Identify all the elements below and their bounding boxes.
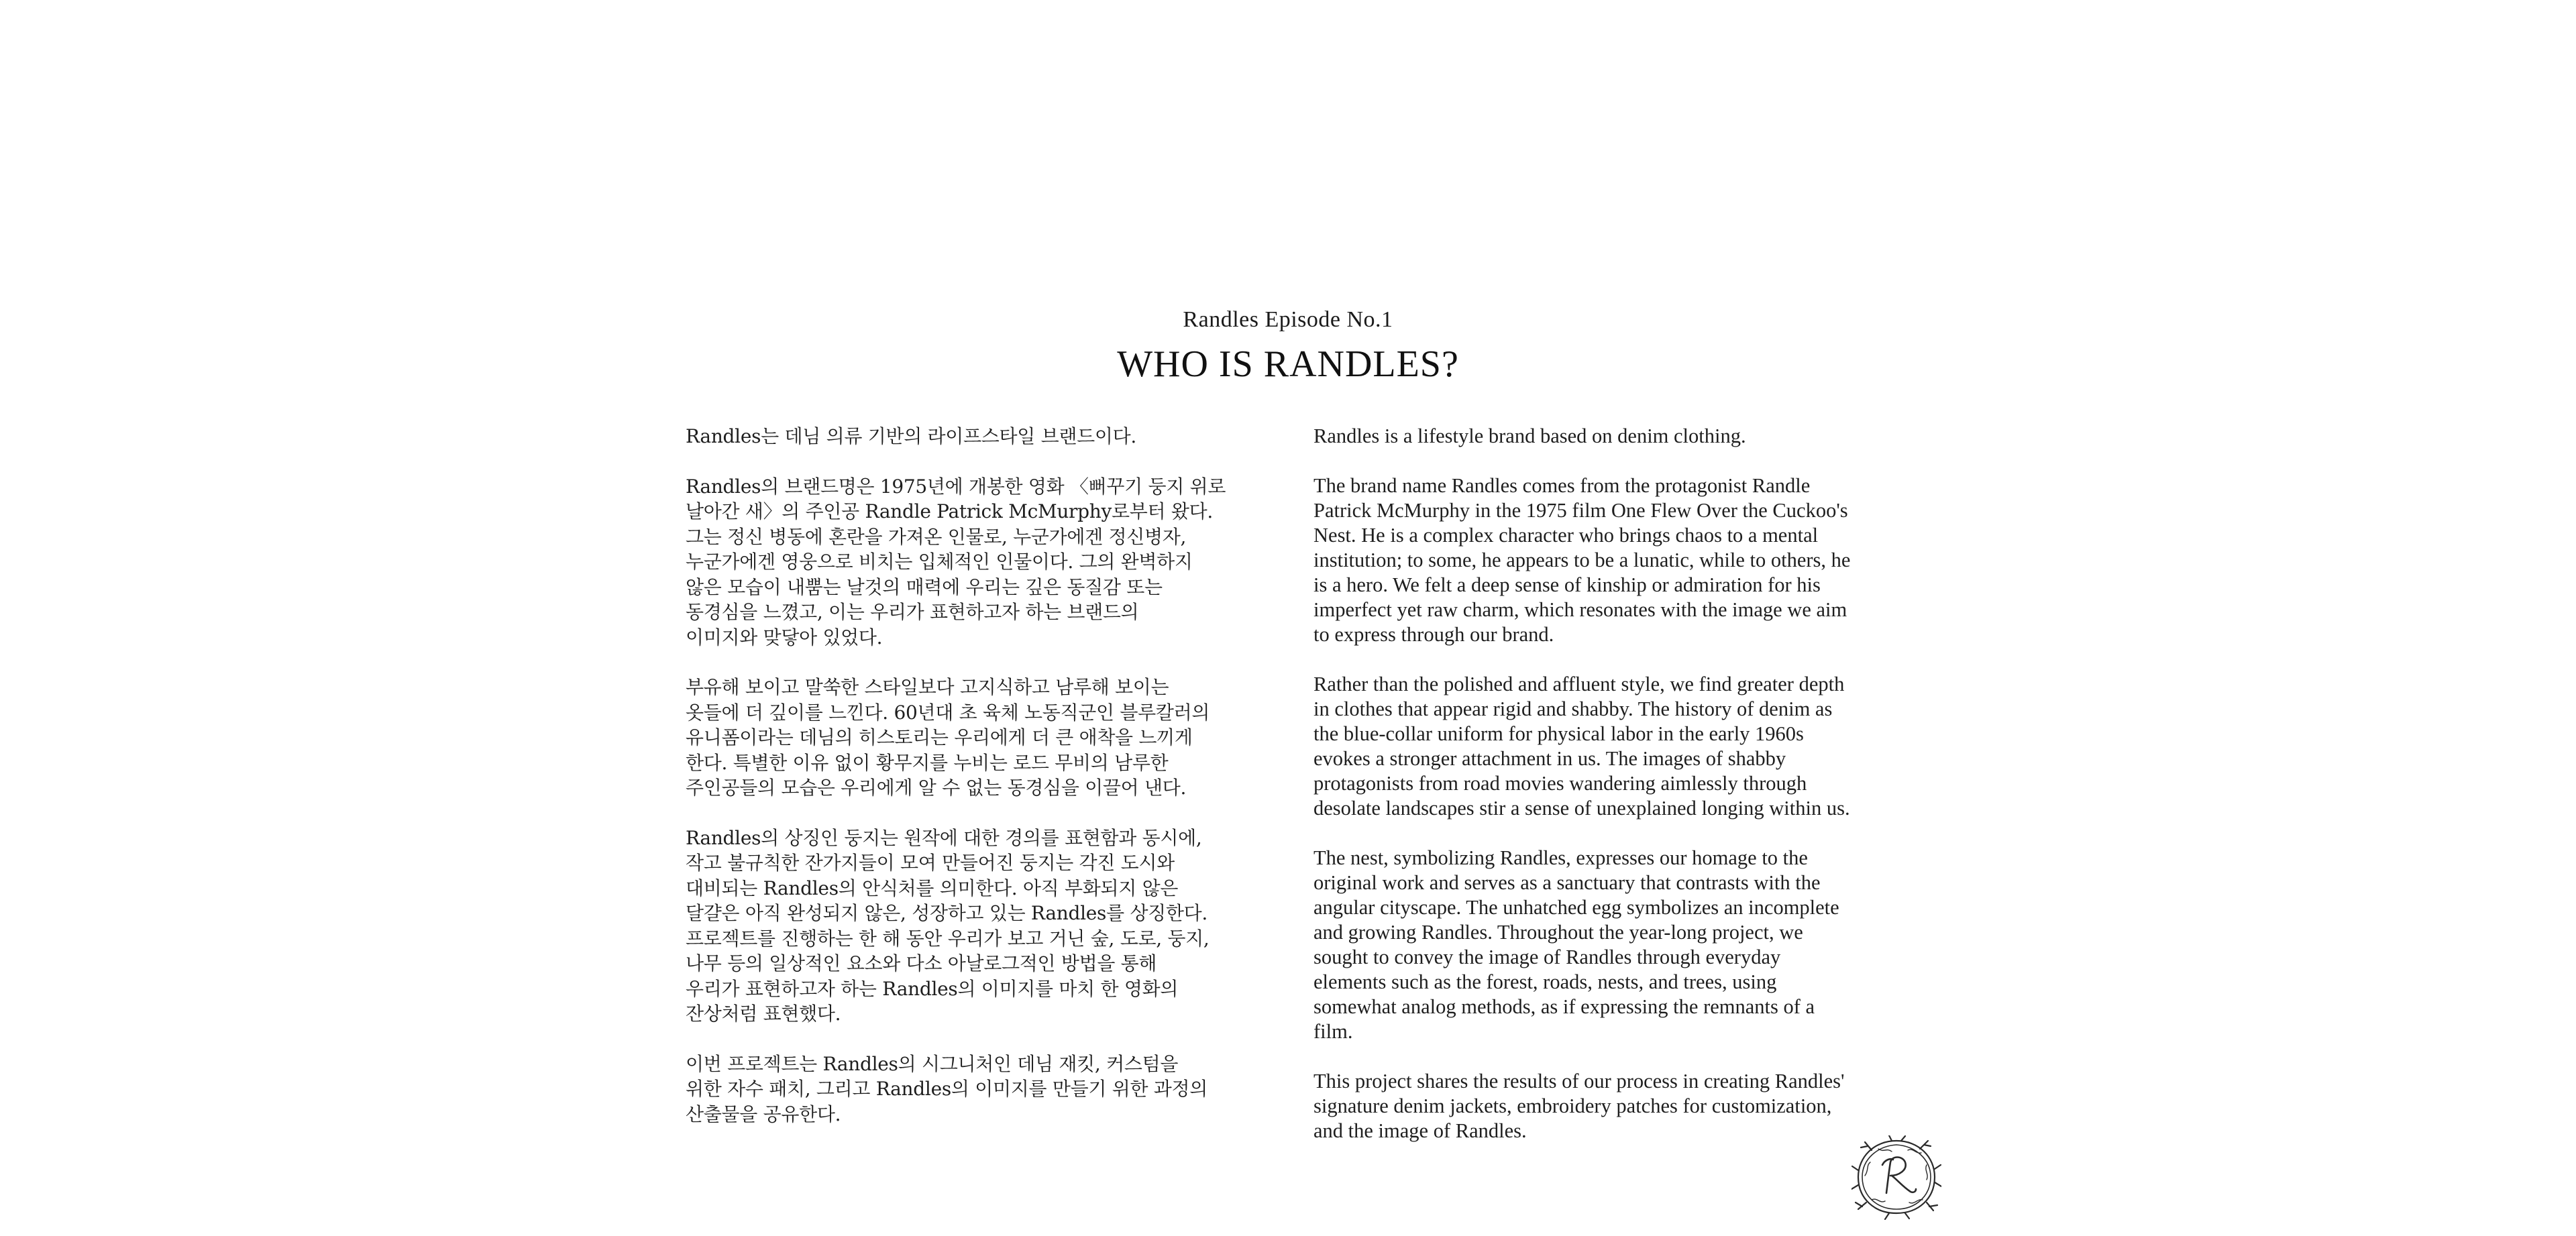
nest-monogram-r-icon xyxy=(1851,1135,1941,1220)
korean-text-column xyxy=(686,424,1289,1127)
korean-paragraph-nest: Randles의 상징인 둥지는 원작에 대한 경의를 표현함과 동시에, 작고 불규칙한 잔가지들이 모여 만들어진 둥지는 각진 도시와 대비되는 Randles의 안식처를 의미한다. 아직 부화되지 않은 달걀은 아직 완성되지 않은, 성장하고 있는 Randles를 상징한다. 프로젝트를 진행하는 한 해 동안 우리가 보고 거닌 숲, 도로, 둥지, 나무 등의 일상적인 요소와 다소 아날로그적인 방법을 통해 우리가 표현하고자 하는 Randles의 이미지를 마치 한 영화의 잔상처럼 표현했다. xyxy=(686,826,1210,1025)
korean-paragraph-intro: Randles는 데님 의류 기반의 라이프스타일 브랜드이다. xyxy=(686,425,1136,447)
korean-paragraph-project: 이번 프로젝트는 Randles의 시그니처인 데님 재킷, 커스텀을 위한 자수 패치, 그리고 Randles의 이미지를 만들기 위한 과정의 산출물을 공유한다. xyxy=(686,1052,1208,1125)
english-text-column xyxy=(1313,424,1917,1143)
english-paragraph-brand-name: The brand name Randles comes from the protagonist Randle Patrick McMurphy in the 1975 film One Flew Over the Cuckoo's Nest. He is a complex character who brings chaos to a mental institution; to some, he appears to be a lunatic, while to others, he is a hero. We felt a deep sense of kinship or admiration for his imperfect yet raw charm, which resonates with the image we aim to express through our brand. xyxy=(1313,474,1851,646)
korean-paragraph-brand-name: Randles의 브랜드명은 1975년에 개봉한 영화 〈뻐꾸기 둥지 위로 날아간 새〉의 주인공 Randle Patrick McMurphy로부터 왔다. 그는 정신 병동에 혼란을 가져온 인물로, 누군가에겐 정신병자, 누군가에겐 영웅으로 비치는 입체적인 인물이다. 그의 완벽하지 않은 모습이 내뿜는 날것의 매력에 우리는 깊은 동질감 또는 동경심을 느꼈고, 이는 우리가 표현하고자 하는 브랜드의 이미지와 맞닿아 있었다. xyxy=(686,475,1226,649)
episode-label: Randles Episode No.1 xyxy=(1183,307,1393,332)
english-paragraph-intro: Randles is a lifestyle brand based on denim clothing. xyxy=(1313,425,1746,447)
page-title: WHO IS RANDLES? xyxy=(1117,343,1459,385)
english-paragraph-nest: The nest, symbolizing Randles, expresses our homage to the original work and serves as a sanctuary that contrasts with the angular cityscape. The unhatched egg symbolizes an incomplete and growing Randles. Throughout the year-long project, we sought to convey the image of Randles through everyday elements such as the forest, roads, nests, and trees, using somewhat analog methods, as if expressing the remnants of a film. xyxy=(1313,846,1839,1043)
english-paragraph-project: This project shares the results of our process in creating Randles' signature denim jackets, embroidery patches for customization, and the image of Randles. xyxy=(1313,1070,1845,1142)
korean-paragraph-style: 부유해 보이고 말쑥한 스타일보다 고지식하고 남루해 보이는 옷들에 더 깊이를 느낀다. 60년대 초 육체 노동직군인 블루칼러의 유니폼이라는 데님의 히스토리는 우리에게 더 큰 애착을 느끼게 한다. 특별한 이유 없이 황무지를 누비는 로드 무비의 남루한 주인공들의 모습은 우리에게 알 수 없는 동경심을 이끌어 낸다. xyxy=(686,676,1210,799)
english-paragraph-style: Rather than the polished and affluent style, we find greater depth in clothes that appear rigid and shabby. The history of denim as the blue-collar uniform for physical labor in the early 1960s evokes a stronger attachment in us. The images of shabby protagonists from road movies wandering aimlessly through desolate landscapes stir a sense of unexplained longing within us. xyxy=(1313,673,1850,820)
page-header xyxy=(0,305,2576,387)
